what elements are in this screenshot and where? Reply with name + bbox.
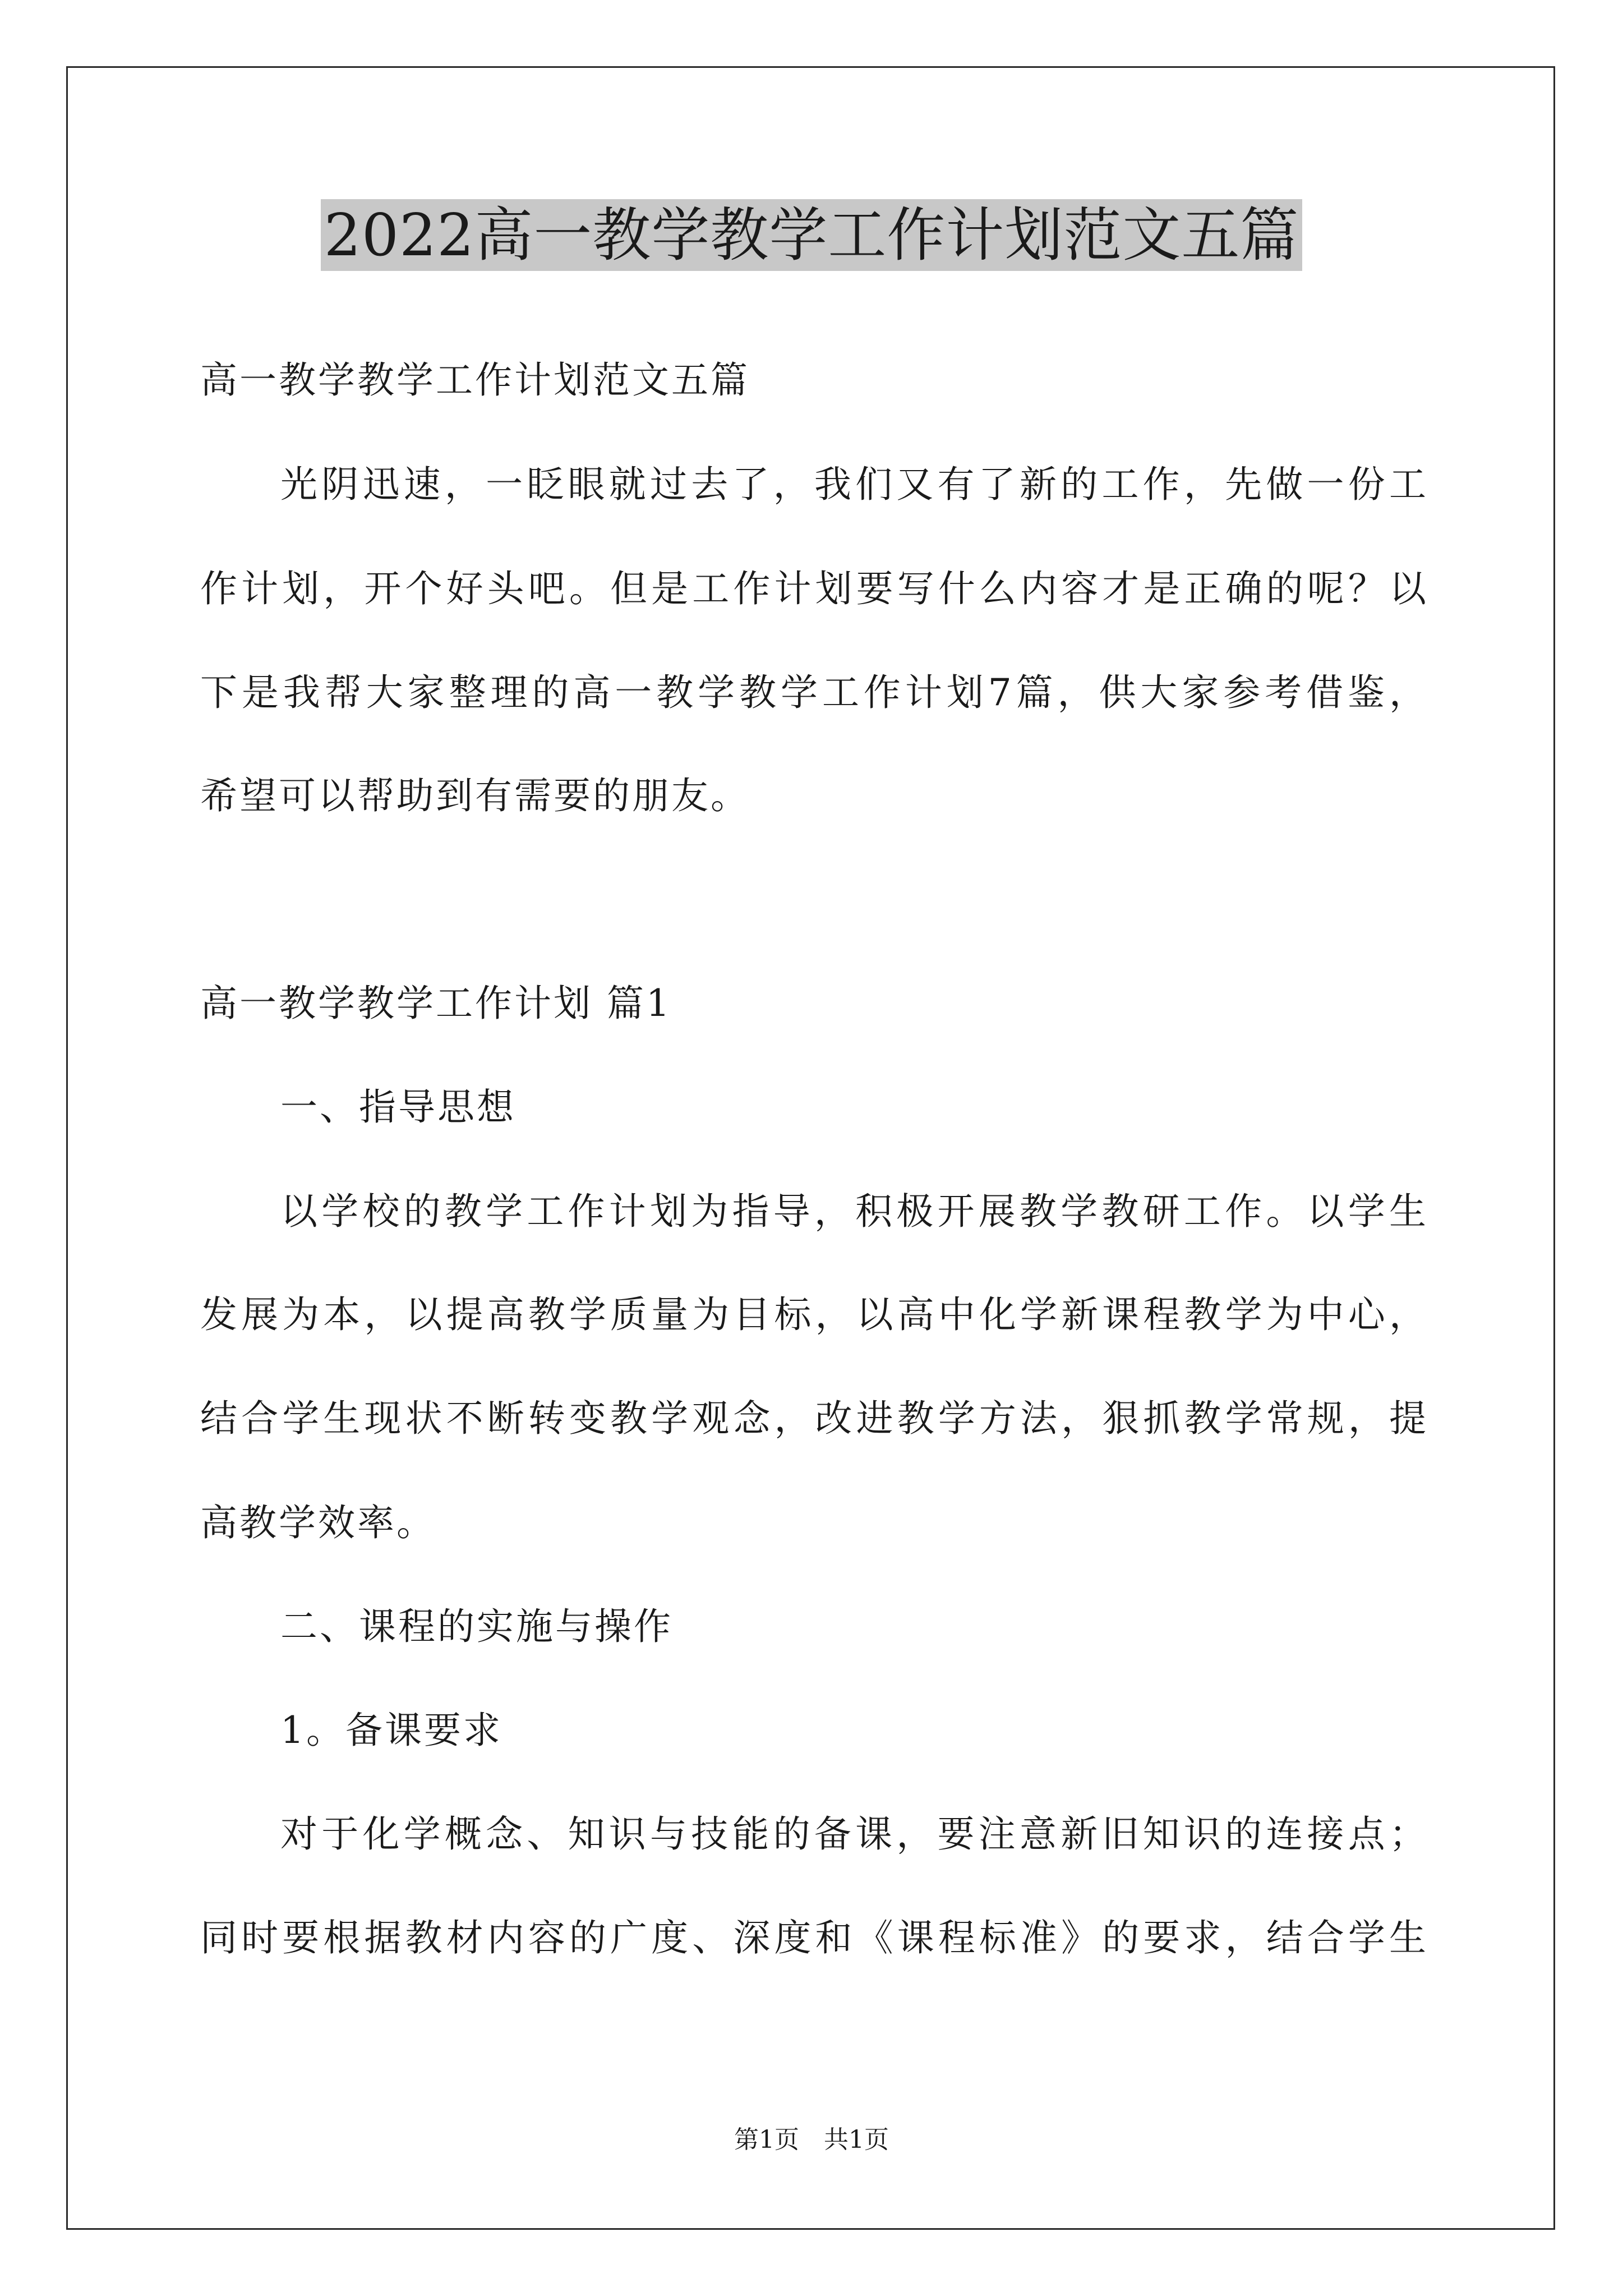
body-line: 希望可以帮助到有需要的朋友。 <box>200 774 750 817</box>
document-title-text: 2022高一教学教学工作计划范文五篇 <box>321 199 1303 271</box>
subheading-line: 1。备课要求 <box>280 1709 502 1752</box>
body-line: 同时要根据教材内容的广度、深度和《课程标准》的要求，结合学生 <box>200 1916 1428 1959</box>
body-line: 作计划，开个好头吧。但是工作计划要写什么内容才是正确的呢？以 <box>200 567 1428 610</box>
body-line: 光阴迅速，一眨眼就过去了，我们又有了新的工作，先做一份工 <box>280 463 1428 506</box>
section-heading: 高一教学教学工作计划 篇1 <box>200 982 672 1025</box>
body-line: 对于化学概念、知识与技能的备课，要注意新旧知识的连接点； <box>280 1812 1428 1856</box>
subheading-line: 一、指导思想 <box>280 1085 516 1129</box>
body-line: 以学校的教学工作计划为指导，积极开展教学教研工作。以学生 <box>280 1190 1428 1233</box>
document-title <box>0 199 1623 278</box>
body-line: 结合学生现状不断转变教学观念，改进教学方法，狠抓教学常规，提 <box>200 1397 1428 1440</box>
page-footer: 第1页 共1页 <box>734 2125 889 2154</box>
body-line: 高教学效率。 <box>200 1501 436 1544</box>
body-line: 发展为本，以提高教学质量为目标，以高中化学新课程教学为中心， <box>200 1293 1428 1336</box>
subtitle-line: 高一教学教学工作计划范文五篇 <box>200 358 750 402</box>
subheading-line: 二、课程的实施与操作 <box>280 1605 673 1648</box>
body-line: 下是我帮大家整理的高一教学教学工作计划7篇，供大家参考借鉴， <box>200 671 1428 714</box>
